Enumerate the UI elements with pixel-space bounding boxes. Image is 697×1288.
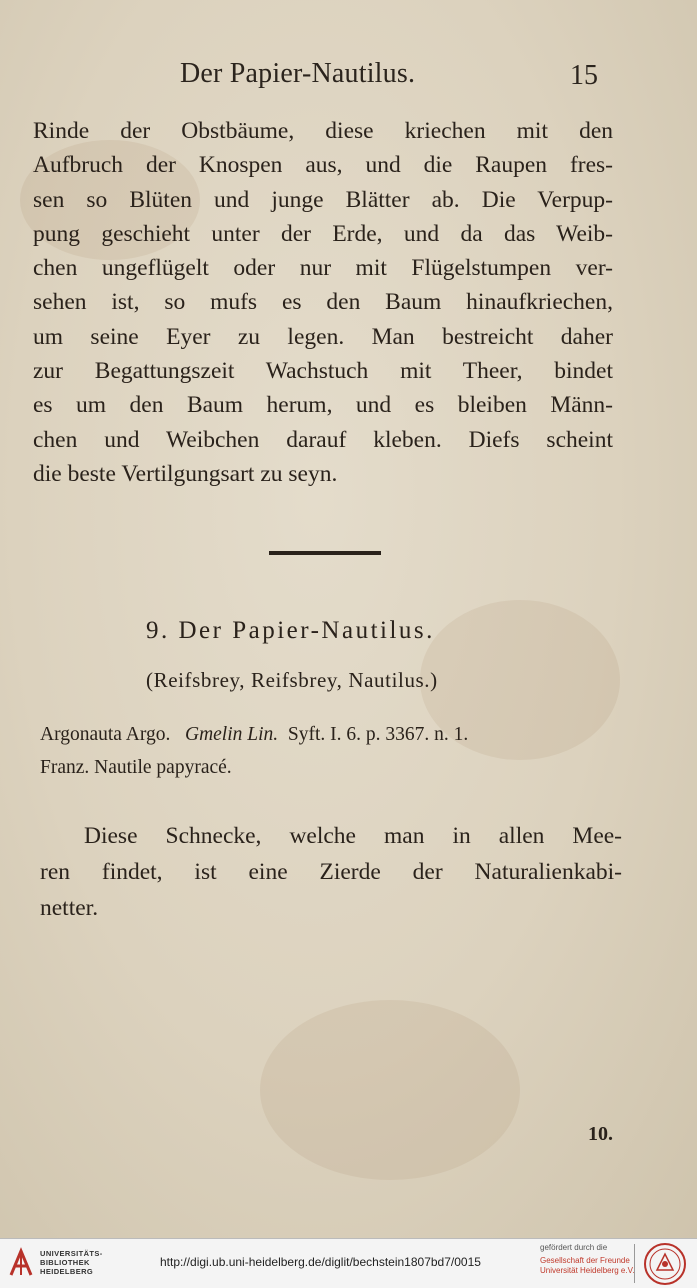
text-line: Aufbruch der Knospen aus, und die Raupen fres-	[33, 152, 613, 179]
sponsor-name[interactable]	[540, 1256, 634, 1276]
sponsor-label: gefördert durch die	[540, 1243, 608, 1252]
text-line: pung geschieht unter der Erde, und da das Weib-	[33, 220, 613, 247]
permalink-link[interactable]: http://digi.ub.uni-heidelberg.de/diglit/bechstein1807bd7/0015	[160, 1255, 481, 1269]
signature-mark: 10.	[588, 1123, 613, 1145]
section-synonyms: (Reifsbrey, Reifsbrey, Nautilus.)	[146, 668, 438, 692]
library-name-line: UNIVERSITÄTS-	[40, 1249, 103, 1258]
reference-species: Argonauta Argo.	[40, 724, 171, 745]
sponsor-name-line: Universität Heidelberg e.V.	[540, 1266, 635, 1275]
text-line: chen und Weibchen darauf kleben. Diefs scheint	[33, 426, 613, 453]
paragraph-1	[33, 114, 613, 491]
library-name-line: HEIDELBERG	[40, 1267, 94, 1276]
reference-author: Gmelin Lin.	[184, 724, 279, 745]
text-line: um seine Eyer zu legen. Man bestreicht daher	[33, 323, 613, 350]
university-seal-icon	[643, 1242, 687, 1286]
running-title: Der Papier-Nautilus.	[180, 58, 416, 89]
library-name-line: BIBLIOTHEK	[40, 1258, 90, 1267]
text-line: es um den Baum herum, und es bleiben Männ-	[33, 392, 613, 419]
text-line: zur Begattungszeit Wachstuch mit Theer, bindet	[33, 358, 613, 385]
section-heading: 9. Der Papier-Nautilus.	[146, 617, 435, 644]
paper-stain	[260, 1000, 520, 1180]
section-divider	[269, 551, 381, 555]
text-line: die beste Vertilgungsart zu seyn.	[33, 460, 338, 487]
text-line: sen so Blüten und junge Blätter ab. Die Verpup-	[33, 186, 613, 213]
text-line: ren findet, ist eine Zierde der Naturalienkabi-	[40, 859, 622, 885]
reference-citation: Syft. I. 6. p. 3367. n. 1.	[287, 724, 469, 745]
reference-line	[40, 718, 620, 751]
page-number: 15	[570, 60, 598, 91]
text-line-content: Diese Schnecke, welche man in allen Mee-	[84, 823, 622, 849]
library-name	[40, 1249, 103, 1276]
text-line: chen ungeflügelt oder nur mit Flügelstumpen ver-	[33, 255, 613, 282]
text-line: netter.	[40, 895, 99, 921]
paragraph-2	[40, 818, 622, 926]
footer-divider	[634, 1244, 635, 1283]
text-line: sehen ist, so mufs es den Baum hinaufkriechen,	[33, 289, 613, 316]
taxonomic-references	[40, 718, 620, 784]
sponsor-name-line: Gesellschaft der Freunde	[540, 1256, 630, 1265]
text-line	[40, 818, 622, 854]
running-header	[0, 56, 697, 96]
university-library-logo-icon	[8, 1247, 34, 1279]
viewer-footer	[0, 1238, 697, 1288]
text-line: Rinde der Obstbäume, diese kriechen mit den	[33, 118, 613, 144]
reference-line-french: Franz. Nautile papyracé.	[40, 757, 232, 778]
